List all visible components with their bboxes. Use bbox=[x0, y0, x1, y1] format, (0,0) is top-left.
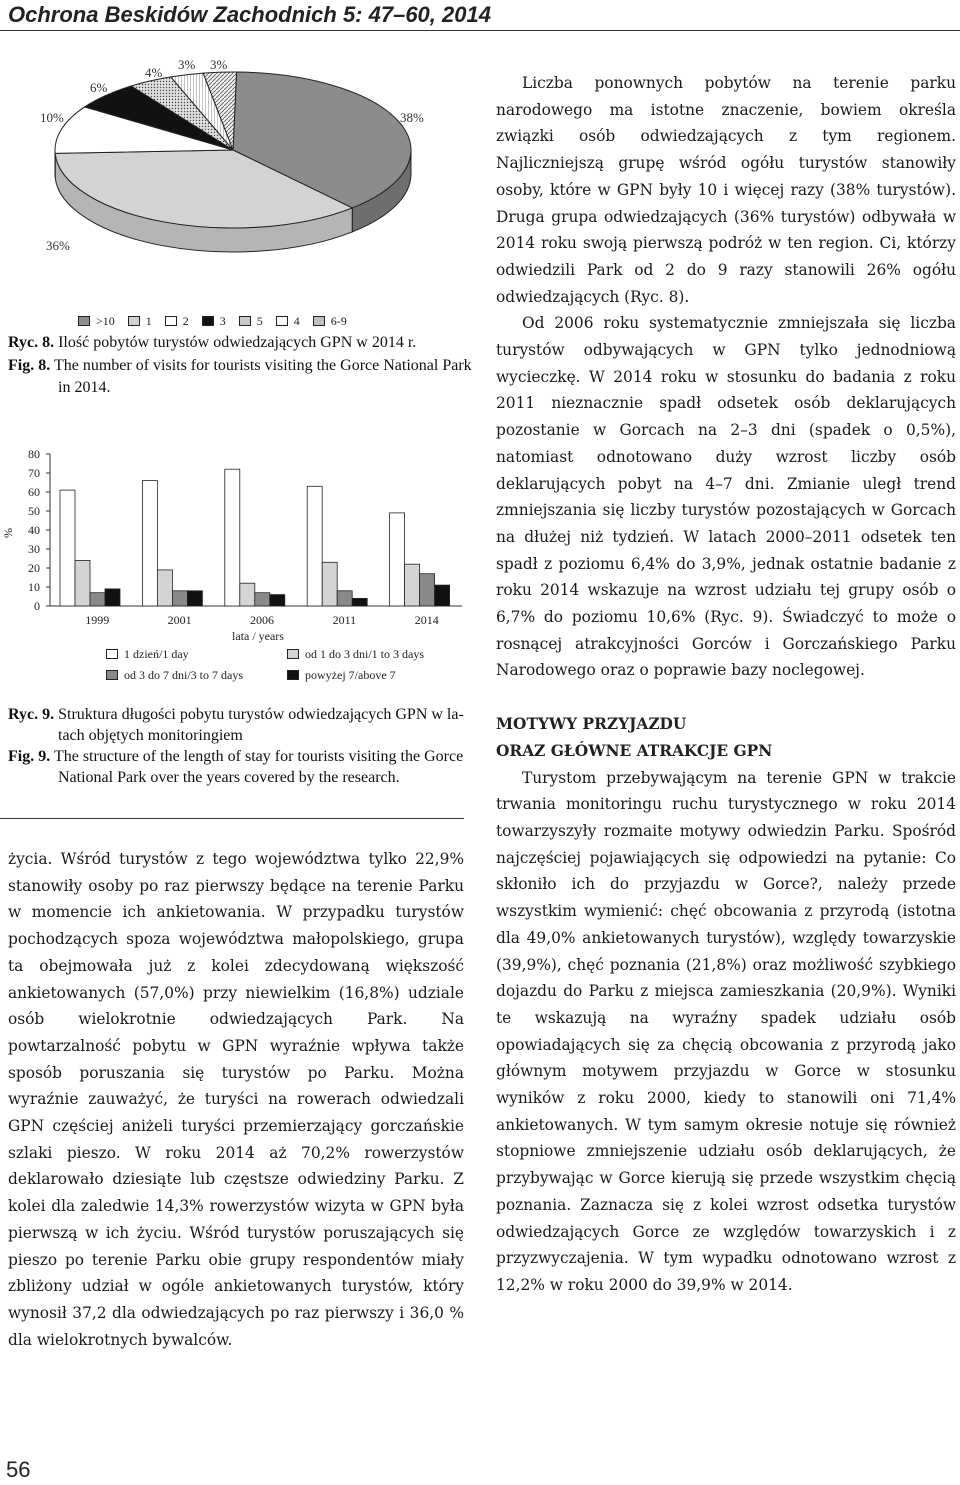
x-tick-label: 2014 bbox=[414, 613, 439, 627]
legend-swatch bbox=[106, 649, 118, 659]
bar-1999-s3 bbox=[90, 593, 105, 606]
caption-text: The number of visits for tourists visiting the Gorce National Park bbox=[53, 357, 472, 374]
fig8-caption-pl bbox=[8, 333, 416, 353]
pie-label-38: 38% bbox=[400, 110, 424, 125]
y-tick-label: 10 bbox=[28, 580, 40, 594]
caption-text: Ilość pobytów turystów odwiedzających GPN w 2014 r. bbox=[58, 334, 417, 351]
legend-label: 5 bbox=[256, 314, 263, 328]
page-number: 56 bbox=[6, 1457, 31, 1482]
bar-2001-s2 bbox=[157, 570, 172, 606]
x-ticks bbox=[85, 613, 439, 627]
y-tick-label: 80 bbox=[28, 447, 40, 461]
pie-label-36: 36% bbox=[46, 238, 70, 253]
y-axis-label: % bbox=[1, 528, 15, 538]
legend-label: 3 bbox=[219, 314, 226, 328]
legend-label: 6-9 bbox=[330, 314, 347, 328]
pie-legend bbox=[78, 314, 357, 329]
x-axis-label: lata / years bbox=[232, 629, 284, 643]
pie-chart bbox=[0, 38, 470, 313]
legend-item bbox=[313, 314, 347, 329]
bar-2011-s1 bbox=[307, 486, 322, 606]
legend-label: 1 dzień/1 day bbox=[124, 647, 189, 661]
legend-label: 4 bbox=[293, 314, 300, 328]
bar-2001-s1 bbox=[142, 481, 157, 606]
caption-text: The structure of the length of stay for tourists visiting the Gorce bbox=[53, 748, 464, 765]
legend-swatch bbox=[239, 316, 251, 326]
legend-swatch bbox=[287, 649, 299, 659]
bar-2001-s4 bbox=[187, 591, 202, 606]
legend-label: >10 bbox=[96, 314, 115, 328]
bar-2011-s2 bbox=[322, 562, 337, 606]
caption-label: Ryc. 8. bbox=[8, 334, 55, 351]
bar-legend-item-1 bbox=[106, 647, 189, 662]
legend-swatch bbox=[128, 316, 140, 326]
journal-header: Ochrona Beskidów Zachodnich 5: 47–60, 2014 bbox=[8, 2, 491, 27]
bar-1999-s4 bbox=[105, 589, 120, 606]
legend-item bbox=[78, 314, 115, 329]
caption-label: Ryc. 9. bbox=[8, 706, 55, 723]
x-tick-label: 2011 bbox=[332, 613, 357, 627]
right-paragraph-1: Liczba ponownych pobytów na terenie parku narodowego ma istotne znaczenie, bowiem określa związki osób odwiedzających z tym regionem. Najliczniejszą grupę wśród ogółu turystów stanowiły osoby, które w GPN były 10 i więcej razy (38% turystów). Druga grupa odwiedzających (36% turystów) odbywała w 2014 roku swoją pierwszą podróż w ten region. Ci, którzy odwiedzili Park od 2 do 9 razy stanowili 26% ogółu odwiedzających (Ryc. 8). bbox=[496, 74, 956, 306]
bar-2014-s4 bbox=[435, 585, 450, 606]
fig9-caption-pl-cont: tach objętych monitoringiem bbox=[58, 727, 243, 744]
fig9-caption-en-cont: National Park over the years covered by the research. bbox=[58, 769, 400, 786]
bar-2014-s3 bbox=[420, 574, 435, 606]
bar-legend-item-2 bbox=[287, 647, 424, 662]
pie-label-3a: 3% bbox=[178, 57, 196, 72]
fig9-caption-en bbox=[8, 747, 463, 767]
section-heading-line-1: MOTYWY PRZYJAZDU bbox=[496, 715, 687, 734]
bar-2006-s2 bbox=[240, 583, 255, 606]
header-rule bbox=[0, 30, 960, 31]
bar-2014-s2 bbox=[405, 564, 420, 606]
right-paragraph-2: Od 2006 roku systematycznie zmniejszała się liczba turystów odbywających w GPN tylko jednodniową wycieczkę. W 2014 roku w stosunku do badania z roku 2011 nieznacznie spadł odsetek osób deklarujących pozostanie w Gorcach na 2–3 dni (spadek o 0,5%), natomiast odnotowano duży wzrost liczby osób deklarujących pobyt na 4–7 dni. Zmianie uległ trend zmniejszania się liczby turystów pozostających w Gorcach na dłużej niż tydzień. W latach 2000–2011 odsetek ten spadł z poziomu 6,4% do 3,9%, jednak ostatnie badanie z roku 2014 wskazuje na wzrost udziału tej grupy osób o 6,7% do poziomu 10,6% (Ryc. 9). Świadczyć to może o rosnącej atrakcyjności Gorców i Gorczańskiego Parku Narodowego oraz o poprawie bazy noclegowej. bbox=[496, 314, 956, 680]
y-tick-label: 40 bbox=[28, 523, 40, 537]
legend-swatch bbox=[287, 670, 299, 680]
caption-label: Fig. 8. bbox=[8, 357, 51, 374]
legend-item bbox=[128, 314, 152, 329]
legend-item bbox=[239, 314, 263, 329]
bar-1999-s2 bbox=[75, 560, 90, 606]
legend-label: od 1 do 3 dni/1 to 3 days bbox=[305, 647, 424, 661]
bar-2014-s1 bbox=[390, 513, 405, 606]
fig8-caption-en bbox=[8, 356, 472, 376]
bar-2001-s3 bbox=[172, 591, 187, 606]
bar-chart bbox=[0, 440, 470, 650]
x-tick-label: 2006 bbox=[250, 613, 274, 627]
legend-label: powyżej 7/above 7 bbox=[305, 668, 396, 682]
fig9-caption-pl bbox=[8, 705, 464, 725]
legend-item bbox=[276, 314, 300, 329]
y-tick-label: 0 bbox=[34, 599, 40, 613]
bar-legend-item-4 bbox=[287, 668, 396, 683]
fig8-caption-en-cont: in 2014. bbox=[58, 379, 111, 396]
pie-label-4: 4% bbox=[145, 65, 163, 80]
legend-swatch bbox=[106, 670, 118, 680]
left-column bbox=[8, 846, 464, 1353]
y-tick-label: 30 bbox=[28, 542, 40, 556]
spacer bbox=[496, 684, 956, 711]
pie-label-10: 10% bbox=[40, 110, 64, 125]
legend-swatch bbox=[78, 316, 90, 326]
bar-2006-s1 bbox=[225, 469, 240, 606]
y-tick-label: 20 bbox=[28, 561, 40, 575]
bar-2011-s4 bbox=[352, 598, 367, 606]
bar-2006-s4 bbox=[270, 595, 285, 606]
legend-label: od 3 do 7 dni/3 to 7 days bbox=[124, 668, 243, 682]
bars bbox=[60, 469, 450, 606]
legend-item bbox=[202, 314, 226, 329]
legend-label: 1 bbox=[145, 314, 152, 328]
pie-label-3b: 3% bbox=[210, 57, 228, 72]
bar-legend-item-3 bbox=[106, 668, 243, 683]
y-tick-label: 70 bbox=[28, 466, 40, 480]
x-tick-label: 2001 bbox=[167, 613, 192, 627]
legend-swatch bbox=[202, 316, 214, 326]
bar-2006-s3 bbox=[255, 593, 270, 606]
y-ticks bbox=[28, 447, 50, 613]
bar-2011-s3 bbox=[337, 591, 352, 606]
pie-label-6: 6% bbox=[90, 80, 108, 95]
legend-swatch bbox=[313, 316, 325, 326]
left-paragraph: życia. Wśród turystów z tego województwa tylko 22,9% stanowiły osoby po raz pierwszy będące na terenie Parku w momencie ich ankietowania. W przypadku turystów pochodzących spoza województwa małopolskiego, grupa ta obejmowała już z kolei zdecydowaną większość ankietowanych (57,0%) przy niewielkim (16,8%) udziale osób wielokrotnie odwiedzających Park. Na powtarzalność pobytu w GPN wyraźnie wpływa także sposób poruszania się turystów po Parku. Można wyraźnie zauważyć, że turyści na rowerach odwiedzali GPN częściej aniżeli turyści przemierzający gorczańskie szlaki pieszo. W roku 2014 aż 70,2% rowerzystów deklarowało dziesiąte lub częstsze odwiedziny Parku. Z kolei dla zaledwie 14,3% rowerzystów wizyta w GPN była pierwszą w ich życiu. Wśród turystów poruszających się pieszo po terenie Parku obie grupy respondentów miały zbliżony udział w ogóle ankietowanych turystów, który wynosił 37,2 dla odwiedzających po raz pierwszy i 36,0 % dla wielokrotnych bywalców. bbox=[8, 850, 464, 1349]
caption-label: Fig. 9. bbox=[8, 748, 51, 765]
caption-text: Struktura długości pobytu turystów odwiedzających GPN w la- bbox=[58, 706, 464, 723]
x-tick-label: 1999 bbox=[85, 613, 110, 627]
right-paragraph-3: Turystom przebywającym na terenie GPN w trakcie trwania monitoringu ruchu turystycznego w roku 2014 towarzyszyły rozmaite motywy odwiedzin Parku. Spośród najczęściej pojawiających się odpowiedzi na pytanie: Co skłoniło ich do przyjazdu w Gorce?, należy przede wszystkim wymienić: chęć obcowania z przyrodą (istotna dla 49,0% ankietowanych turystów), względy towarzyskie (39,9%), chęć poznania (21,8%) oraz możliwość szybkiego dojazdu do Parku z miejsca zamieszkania (20,9%). Wyniki te wskazują na wyraźny spadek udziału osób opowiadających się za chęcią obcowania z przyrodą jako głównym motywem przyjazdu w Gorce w stosunku wyników z roku 2000, kiedy to stanowili oni 71,4% ankietowanych. W tym samym okresie notuje się również stopniowe zmniejszenie udziału osób deklarujących, że przybywając w Gorce kierują się przede wszystkim chęcią poznania. Zaznacza się z kolei wzrost odsetka turystów odwiedzających Gorce ze względów towarzyskich i z przyzwyczajenia. W tym wypadku odnotowano wzrost z 12,2% w roku 2000 do 39,9% w 2014. bbox=[496, 768, 956, 1294]
legend-item bbox=[165, 314, 189, 329]
pie-slices bbox=[55, 72, 411, 228]
legend-swatch bbox=[276, 316, 288, 326]
y-tick-label: 60 bbox=[28, 485, 40, 499]
section-heading-line-2: ORAZ GŁÓWNE ATRAKCJE GPN bbox=[496, 741, 773, 760]
y-tick-label: 50 bbox=[28, 504, 40, 518]
legend-label: 2 bbox=[182, 314, 189, 328]
right-column bbox=[496, 70, 956, 1299]
figure-separator bbox=[0, 818, 464, 819]
legend-swatch bbox=[165, 316, 177, 326]
bar-1999-s1 bbox=[60, 490, 75, 606]
